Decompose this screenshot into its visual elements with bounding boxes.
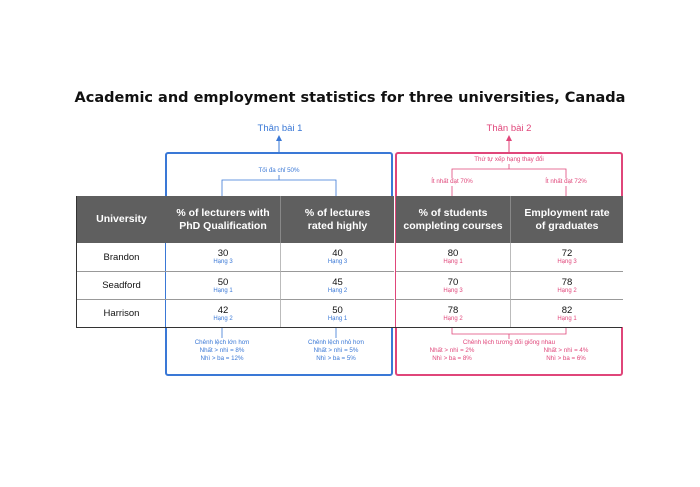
stats-table	[76, 196, 622, 328]
university-name: Harrison	[77, 299, 166, 327]
note-diff-2: Nhì > ba = 6%	[546, 355, 586, 362]
university-name: Seadford	[77, 271, 166, 299]
cell-value: 42	[217, 304, 229, 316]
cell-rank: Hạng 1	[213, 287, 233, 294]
note-min-72: Ít nhất đạt 72%	[545, 178, 587, 185]
table-cell	[396, 243, 510, 271]
header-university: University	[77, 196, 166, 243]
cell-value: 80	[447, 248, 459, 259]
table-cell	[396, 299, 510, 327]
note-diff-2: Nhì > ba = 12%	[200, 355, 244, 362]
cell-value: 30	[217, 248, 229, 259]
cell-rank: Hạng 2	[213, 315, 233, 322]
cell-value: 72	[561, 248, 573, 259]
note-left-bottom-b	[286, 339, 386, 363]
note-diff-1: Nhất > nhì = 8%	[199, 347, 245, 354]
table-cell	[510, 271, 623, 299]
table-cell	[166, 299, 280, 327]
note-right-bottom-a	[402, 347, 502, 363]
cell-rank: Hạng 1	[557, 315, 577, 322]
note-min-70: Ít nhất đạt 70%	[431, 178, 473, 185]
cell-rank: Hạng 3	[557, 259, 577, 265]
note-diff-1: Nhất > nhì = 5%	[313, 347, 359, 354]
note-rank-change: Thứ tự xếp hạng thay đổi	[474, 156, 544, 163]
cell-rank: Hạng 3	[213, 259, 233, 265]
table-cell	[396, 271, 510, 299]
table-cell	[510, 299, 623, 327]
table-cell	[280, 271, 394, 299]
cell-value: 50	[332, 304, 343, 316]
header-phd: % of lecturers with PhD Qualification	[166, 196, 280, 243]
table-cell	[280, 243, 394, 271]
table-cell	[166, 243, 280, 271]
section-label-right: Thân bài 2	[486, 123, 532, 134]
cell-rank: Hạng 2	[557, 287, 577, 294]
cell-rank: Hạng 2	[443, 315, 463, 322]
note-diff-smaller: Chênh lệch nhỏ hơn	[307, 339, 364, 346]
note-diff-1: Nhất > nhì = 2%	[429, 347, 475, 354]
note-diff-1: Nhất > nhì = 4%	[543, 347, 589, 354]
section-label-left: Thân bài 1	[257, 123, 303, 134]
note-max-50: Tối đa chỉ 50%	[258, 167, 300, 174]
cell-rank: Hạng 2	[327, 287, 348, 294]
cell-rank: Hạng 3	[443, 287, 463, 294]
header-rated: % of lectures rated highly	[280, 196, 394, 243]
cell-value: 78	[561, 276, 573, 288]
cell-value: 78	[447, 304, 459, 316]
cell-value: 82	[561, 304, 573, 316]
note-left-bottom-a	[172, 339, 272, 363]
note-similar-diff: Chênh lệch tương đối giống nhau	[462, 339, 556, 346]
header-completing: % of students completing courses	[396, 196, 510, 243]
cell-value: 70	[447, 276, 459, 288]
table-cell	[280, 299, 394, 327]
cell-rank: Hạng 3	[327, 259, 348, 265]
header-employment: Employment rate of graduates	[510, 196, 623, 243]
note-diff-2: Nhì > ba = 5%	[316, 355, 356, 362]
cell-rank: Hạng 1	[443, 259, 463, 265]
note-right-bottom-b	[516, 347, 616, 363]
note-diff-2: Nhì > ba = 8%	[432, 355, 472, 362]
note-diff-larger: Chênh lệch lớn hơn	[194, 339, 250, 346]
cell-value: 40	[332, 248, 343, 259]
table-cell	[510, 243, 623, 271]
cell-value: 50	[217, 276, 229, 288]
table-cell	[166, 271, 280, 299]
diagram-title: Academic and employment statistics for three universities, Canada	[74, 90, 626, 106]
cell-rank: Hạng 1	[327, 315, 348, 322]
university-name: Brandon	[103, 251, 140, 263]
cell-value: 45	[332, 276, 343, 288]
